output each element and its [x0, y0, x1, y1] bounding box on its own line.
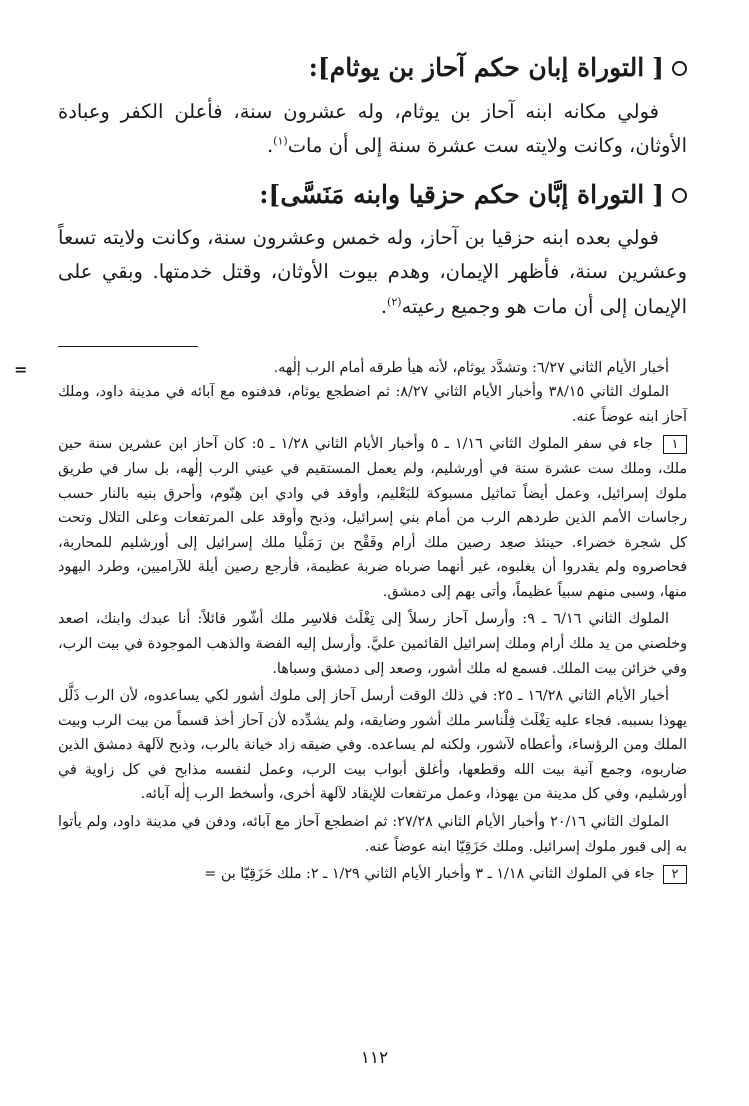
circle-bullet-icon [672, 188, 687, 203]
continuation-marker: = [204, 866, 217, 883]
footnote-text: الملوك الثاني ٦/١٦ ـ ٩: وأرسل آحاز رسلاً إلى تِغْلَث فلاسِر ملك أشّور قائلاً: أنا عبدك وابنك، اصعد وخلصني من يد ملك أرام وملك إسرائيل القائمين عليَّ. وأرسل إليه الفضة والذهب الموجودة في بيت الرب، وفي خزائن بيت الملك. فسمع له ملك أشور، وصعد إلى دمشق وسباها. [58, 611, 687, 677]
footnote-continuation [58, 380, 687, 429]
footnote-1-paragraph [58, 684, 687, 807]
footnotes [14, 356, 687, 887]
footnote-continuation [14, 356, 687, 381]
footnote-number-box: ١ [663, 435, 687, 454]
footnote-1-paragraph [58, 810, 687, 859]
footnote-text: الملوك الثاني ٢٠/١٦ وأخبار الأيام الثاني ٢٧/٢٨: ثم اضطجع آحاز مع آبائه، ودفن في مدينة داود، ولم يأتوا به إلى قبور ملوك إسرائيل. وملك حَزَقِيّا ابنه عوضاً عنه. [58, 814, 687, 855]
heading-text: التوراة إبان حكم آحاز بن يوثام]: [308, 53, 645, 82]
continuation-marker: = [14, 359, 28, 379]
section-paragraph-hezekiah [58, 221, 687, 323]
section-heading-hezekiah [58, 179, 687, 212]
paragraph-end: . [266, 133, 274, 157]
heading-bracket: [ [652, 53, 664, 82]
footnote-number-box: ٢ [663, 865, 687, 884]
page-content [14, 52, 687, 887]
circle-bullet-icon [672, 61, 687, 76]
footnote-line: أخبار الأيام الثاني ٦/٢٧: وتشدَّد يوثام، لأنه هيأ طرقه أمام الرب إلٰهه. [273, 359, 669, 376]
paragraph-text: فولي بعده ابنه حزقيا بن آحاز، وله خمس وعشرون سنة، وكانت ولايته تسعاً وعشرين سنة، فأظهر الإيمان، وهدم بيوت الأوثان، وقتل خدمتها. وبقي على الإيمان إلى أن مات هو وجميع رعيته [58, 226, 687, 318]
footnote-1-paragraph [58, 607, 687, 681]
separator-line [58, 346, 198, 347]
footnote-text: جاء في الملوك الثاني ١/١٨ ـ ٣ وأخبار الأيام الثاني ١/٢٩ ـ ٢: ملك حَزَقِيّا بن [220, 866, 655, 883]
heading-text: التوراة إبَّان حكم حزقيا وابنه مَنَسَّى]: [259, 179, 645, 209]
footnote-1 [58, 432, 687, 604]
section-paragraph-ahaz [58, 95, 687, 163]
paragraph-end: . [380, 294, 388, 318]
footnote-line: الملوك الثاني ٣٨/١٥ وأخبار الأيام الثاني ٨/٢٧: ثم اضطجع يوثام، فدفنوه مع آبائه في مدينة داود، وملك آحاز ابنه عوضاً عنه. [58, 384, 687, 425]
footnote-reference: (١) [273, 134, 288, 148]
footnote-separator [58, 340, 687, 356]
footnote-reference: (٢) [387, 295, 402, 308]
footnote-text: أخبار الأيام الثاني ١٦/٢٨ ـ ٢٥: في ذلك الوقت أرسل آحاز إلى ملوك أشور لكي يساعدوه، لأن الرب ذَلَّل يهوذا بسببه. فجاء عليه تِغْلَث فِلْناسر ملك أشور وضايقه، ولم يشدِّده لأن آحاز أخذ قسماً من بيت الرب وبيت الملك ومن الرؤساء، وأعطاه لآشور، ولكنه لم يساعده. وفي ضيقه زاد خيانة بالرب، وذبح لآلهة دمشق الذين ضاربوه، وجمع آنية بيت الله وقطعها، وأغلق أبواب بيت الرب، وعمل لنفسه مذابح في كل زاوية في أورشليم، وفي كل مدينة من يهوذا، وعمل مرتفعات للإيقاد لآلهة أخرى، وأسخط الرب إلٰه آبائه. [58, 688, 687, 803]
heading-bracket: [ [652, 179, 664, 209]
footnote-text: جاء في سفر الملوك الثاني ١/١٦ ـ ٥ وأخبار الأيام الثاني ١/٢٨ ـ ٥: كان آحاز ابن عشرين سنة حين ملك، وملك ست عشرة سنة في أورشليم، ولم يعمل المستقيم في عيني الرب إلٰهه، بل سار في طريق ملوك إسرائيل، وعمل أيضاً تماثيل مسبوكة للبَعْليم، وأوقد في وادي ابن هِنّوم، وأحرق بنيه بالنار حسب رجاسات الأمم الذين طردهم الرب من أمام بني إسرائيل، وذبح وأوقد على المرتفعات وعلى التلال وتحت كل شجرة خضراء. حينئذ صعِد رصين ملك أرام وفَقْح بن رَمَلْيا ملك إسرائيل إلى أورشليم للمحاربة، فحاصروه ولم يقدروا أن يغلبوه، غير أنهما ضرباه ضربة عظيمة، فأرجع رصين أيلة للآراميين، وطرد اليهود منها، وسبى منهم سبياً عظيماً، وأتى بهم إلى دمشق. [58, 436, 687, 600]
paragraph-text: فولي مكانه ابنه آحاز بن يوثام، وله عشرون سنة، فأعلن الكفر وعبادة الأوثان، وكانت ولايته ست عشرة سنة إلى أن مات [58, 99, 687, 157]
section-heading-ahaz [58, 52, 687, 85]
footnote-2 [58, 862, 687, 887]
page-number: ١١٢ [360, 1048, 389, 1068]
